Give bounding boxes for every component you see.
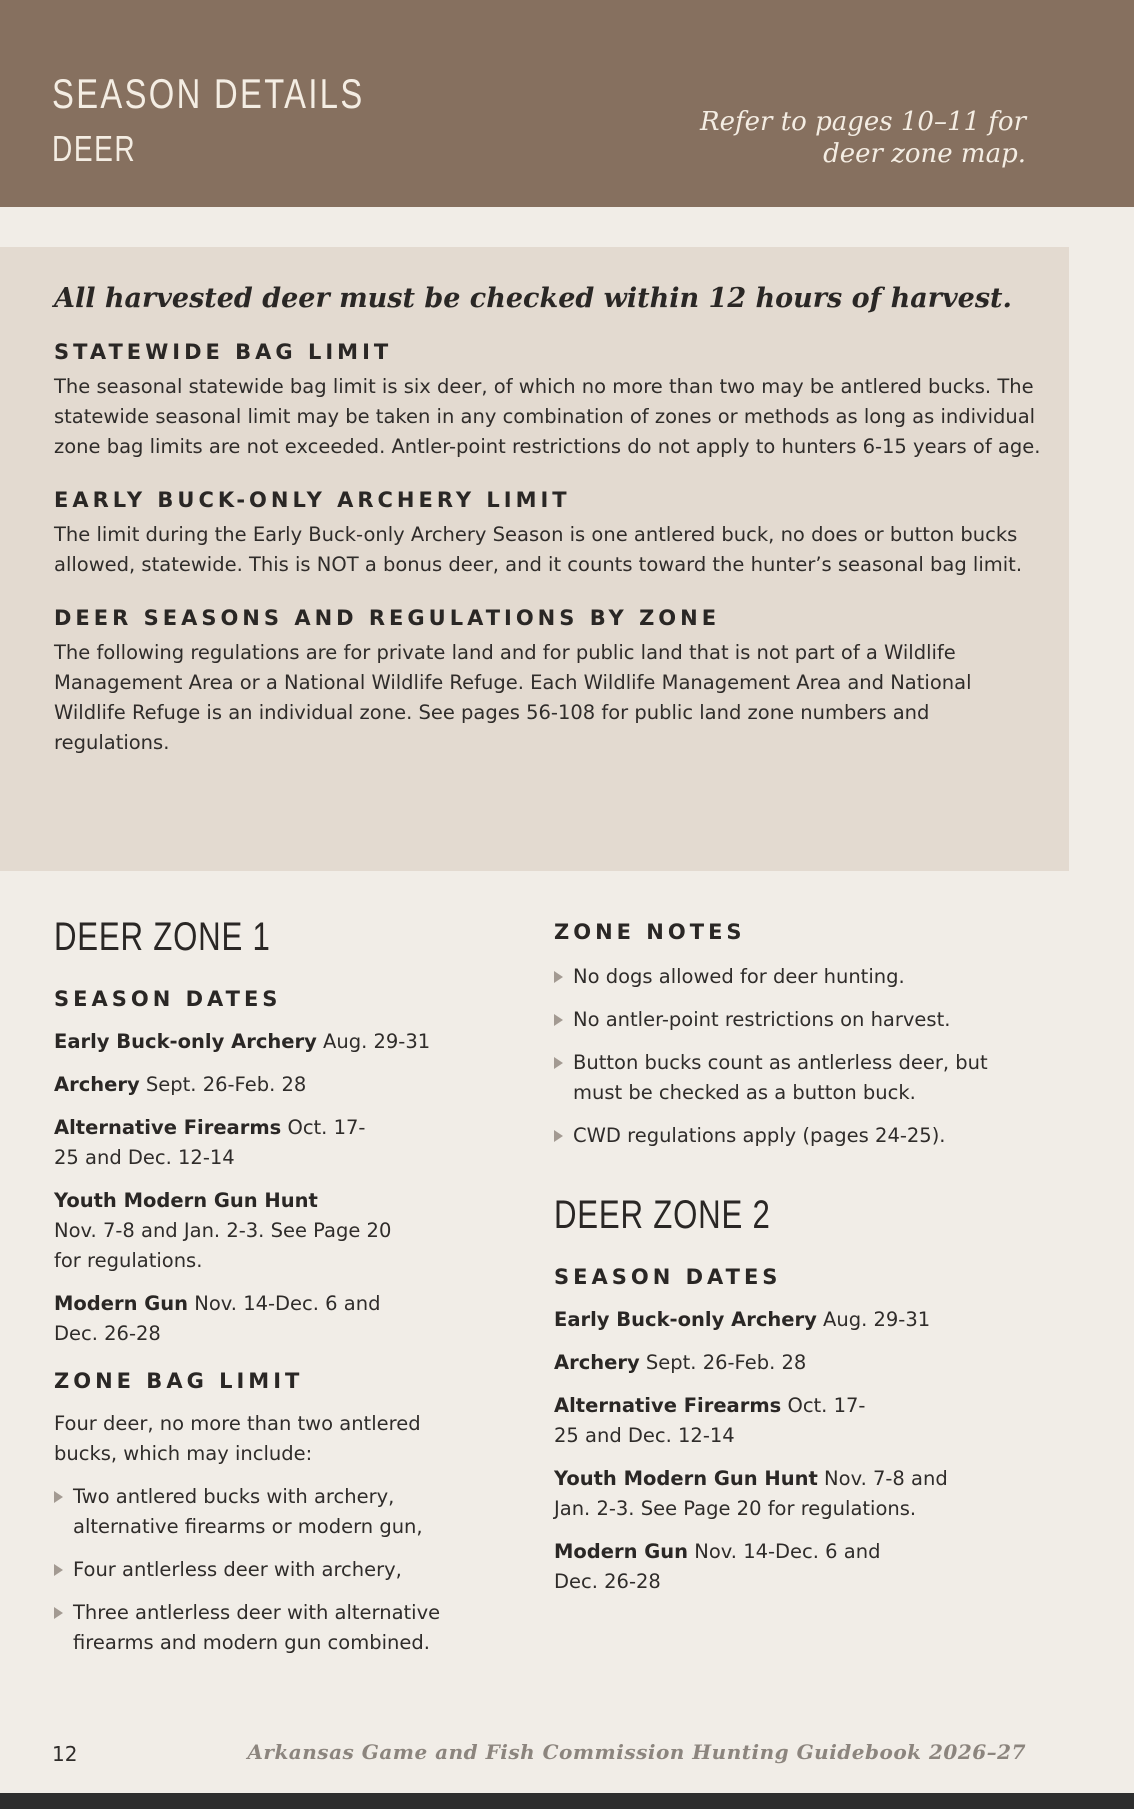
- early-buck-limit-text: The limit during the Early Buck-only Archery Season is one antlered buck, no does or button bucks allowed, statewide. This is NOT a bonus deer, and it counts toward the hunter’s seasonal bag limit.: [54, 523, 1023, 576]
- early-buck-limit-heading: EARLY BUCK-ONLY ARCHERY LIMIT: [54, 488, 571, 512]
- date-label: Modern Gun: [54, 1292, 189, 1315]
- bullet-arrow-icon: [54, 1607, 63, 1619]
- date-value: Aug. 29-31: [323, 1030, 431, 1053]
- list-item: [554, 1005, 1004, 1035]
- date-value: Nov. 7-8 and Jan. 2-3. See Page 20 for regulations.: [54, 1219, 392, 1272]
- bullet-arrow-icon: [554, 1130, 563, 1142]
- date-value: Aug. 29-31: [823, 1308, 931, 1331]
- list-item: [54, 1555, 474, 1585]
- bullet-arrow-icon: [554, 1014, 563, 1026]
- check-requirement-lead: All harvested deer must be checked within 12 hours of harvest.: [54, 283, 1012, 314]
- zone-2-date-entry: [554, 1391, 884, 1451]
- regulations-by-zone-text: The following regulations are for private land and for public land that is not part of a Wildlife Management Area or a National Wildlife Refuge. Each Wildlife Management Area and National Wildlife Refuge is an individual zone. See pages 56-108 for public land zone numbers and regulations.: [54, 641, 972, 754]
- bullet-arrow-icon: [54, 1564, 63, 1576]
- list-item-text: No dogs allowed for deer hunting.: [573, 965, 905, 988]
- list-item: [554, 1121, 1004, 1151]
- map-reference-line-2: deer zone map.: [823, 139, 1026, 169]
- list-item-text: Button bucks count as antlerless deer, but must be checked as a button buck.: [573, 1051, 988, 1104]
- list-item-text: Four antlerless deer with archery,: [73, 1558, 402, 1581]
- date-label: Early Buck-only Archery: [54, 1030, 317, 1053]
- date-value: Oct. 17-25 and Dec. 12-14: [554, 1394, 866, 1447]
- zone-1-column: [54, 915, 494, 1671]
- date-value: Sept. 26-Feb. 28: [645, 1351, 807, 1374]
- statewide-bag-limit-text: The seasonal statewide bag limit is six deer, of which no more than two may be antlered bucks. The statewide seasonal limit may be taken in any combination of zones or methods as long as individual zone bag limits are not exceeded. Antler-point restrictions do not apply to hunters 6-15 years of age.: [54, 375, 1041, 458]
- bottom-edge-bar: [0, 1793, 1134, 1809]
- bullet-arrow-icon: [554, 1057, 563, 1069]
- map-reference-line-1: Refer to pages 10–11 for: [700, 107, 1026, 137]
- list-item: [554, 1048, 1004, 1108]
- list-item-text: Three antlerless deer with alternative firearms and modern gun combined.: [73, 1601, 441, 1654]
- zone-notes-heading: ZONE NOTES: [554, 920, 746, 944]
- list-item: [554, 962, 1004, 992]
- bullet-arrow-icon: [554, 971, 563, 983]
- date-label: Youth Modern Gun Hunt: [554, 1467, 818, 1490]
- list-item-text: No antler-point restrictions on harvest.: [573, 1008, 951, 1031]
- list-item: [54, 1482, 474, 1542]
- zone-notes-column: [554, 920, 1054, 1610]
- zone-2-date-entry: [554, 1537, 914, 1597]
- date-value: Nov. 14-Dec. 6 and Dec. 26-28: [554, 1540, 881, 1593]
- publication-title: Arkansas Game and Fish Commission Hunting Guidebook 2026–27: [247, 1740, 1026, 1764]
- zone-2-season-dates-heading: SEASON DATES: [554, 1265, 782, 1289]
- regulations-by-zone-heading: DEER SEASONS AND REGULATIONS BY ZONE: [54, 606, 721, 630]
- header-banner: [0, 0, 1134, 207]
- zone-1-title: DEER ZONE 1: [54, 915, 271, 959]
- zone-1-date-entry: [54, 1027, 494, 1057]
- date-label: Early Buck-only Archery: [554, 1308, 817, 1331]
- date-value: Oct. 17-25 and Dec. 12-14: [54, 1116, 366, 1169]
- zone-2-date-entry: [554, 1464, 974, 1524]
- page-title: SEASON DETAILS: [52, 70, 365, 117]
- zone-1-bag-limit-heading: ZONE BAG LIMIT: [54, 1369, 304, 1393]
- date-label: Youth Modern Gun Hunt: [54, 1189, 318, 1212]
- date-label: Archery: [554, 1351, 640, 1374]
- zone-2-title: DEER ZONE 2: [554, 1193, 771, 1237]
- list-item-text: CWD regulations apply (pages 24-25).: [573, 1124, 946, 1147]
- list-item-text: Two antlered bucks with archery, alternative firearms or modern gun,: [73, 1485, 423, 1538]
- zone-1-date-entry: [54, 1186, 424, 1276]
- zone-1-bag-limit-list: [54, 1482, 474, 1658]
- zone-1-bag-limit-intro: Four deer, no more than two antlered bucks, which may include:: [54, 1412, 421, 1465]
- page-number: 12: [52, 1742, 78, 1766]
- date-value: Sept. 26-Feb. 28: [145, 1073, 307, 1096]
- date-label: Modern Gun: [554, 1540, 689, 1563]
- zone-1-season-dates-heading: SEASON DATES: [54, 987, 282, 1011]
- zone-2-date-entry: [554, 1305, 1054, 1335]
- page-subtitle: DEER: [52, 128, 137, 169]
- bullet-arrow-icon: [54, 1491, 63, 1503]
- list-item: [54, 1598, 474, 1658]
- date-label: Archery: [54, 1073, 140, 1096]
- date-value: Nov. 14-Dec. 6 and Dec. 26-28: [54, 1292, 381, 1345]
- info-box: [0, 247, 1069, 871]
- zone-1-date-entry: [54, 1070, 494, 1100]
- date-label: Alternative Firearms: [554, 1394, 782, 1417]
- zone-1-date-entry: [54, 1289, 414, 1349]
- zone-1-date-entry: [54, 1113, 384, 1173]
- date-label: Alternative Firearms: [54, 1116, 282, 1139]
- zone-notes-list: [554, 962, 1004, 1151]
- zone-2-date-entry: [554, 1348, 1054, 1378]
- map-reference-note: [606, 106, 1026, 170]
- date-value: Nov. 7-8 and Jan. 2-3. See Page 20 for regulations.: [554, 1467, 948, 1520]
- statewide-bag-limit-heading: STATEWIDE BAG LIMIT: [54, 340, 393, 364]
